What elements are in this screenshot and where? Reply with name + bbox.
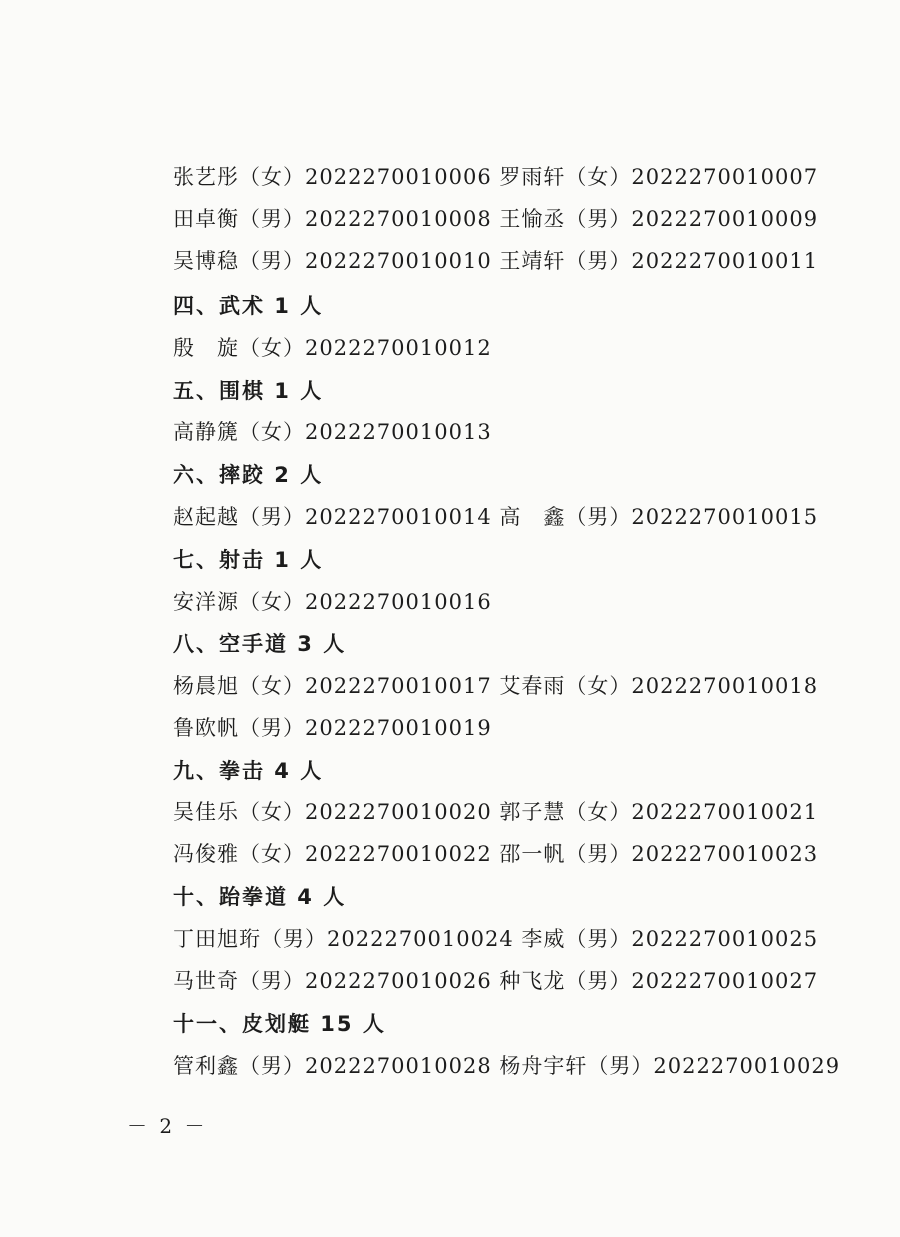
roster-line: 鲁欧帆（男）2022270010019 (173, 716, 492, 740)
roster-line: 张艺彤（女）2022270010006 罗雨轩（女）2022270010007 (173, 165, 819, 189)
roster-line: 殷 旋（女）2022270010012 (173, 336, 492, 360)
roster-line: 吴佳乐（女）2022270010020 郭子慧（女）2022270010021 (173, 800, 819, 824)
roster-line: 杨晨旭（女）2022270010017 艾春雨（女）2022270010018 (173, 674, 819, 698)
roster-line: 高静篪（女）2022270010013 (173, 420, 492, 444)
roster-line: 马世奇（男）2022270010026 种飞龙（男）2022270010027 (173, 969, 819, 993)
page-number: － 2 － (127, 1114, 208, 1138)
roster-line: 管利鑫（男）2022270010028 杨舟宇轩（男）2022270010029 (173, 1054, 841, 1078)
section-heading: 十、跆拳道 4 人 (173, 885, 347, 909)
roster-line: 冯俊雅（女）2022270010022 邵一帆（男）2022270010023 (173, 842, 819, 866)
section-heading: 六、摔跤 2 人 (173, 463, 324, 487)
roster-line: 吴博稳（男）2022270010010 王靖轩（男）2022270010011 (173, 249, 819, 273)
roster-line: 安洋源（女）2022270010016 (173, 590, 492, 614)
section-heading: 七、射击 1 人 (173, 548, 324, 572)
section-heading: 四、武术 1 人 (173, 294, 324, 318)
section-heading: 五、围棋 1 人 (173, 379, 324, 403)
roster-line: 丁田旭珩（男）2022270010024 李威（男）2022270010025 (173, 927, 819, 951)
section-heading: 八、空手道 3 人 (173, 632, 347, 656)
section-heading: 十一、皮划艇 15 人 (173, 1012, 386, 1036)
roster-line: 赵起越（男）2022270010014 高 鑫（男）2022270010015 (173, 505, 819, 529)
roster-line: 田卓衡（男）2022270010008 王愉丞（男）2022270010009 (173, 207, 819, 231)
section-heading: 九、拳击 4 人 (173, 759, 324, 783)
